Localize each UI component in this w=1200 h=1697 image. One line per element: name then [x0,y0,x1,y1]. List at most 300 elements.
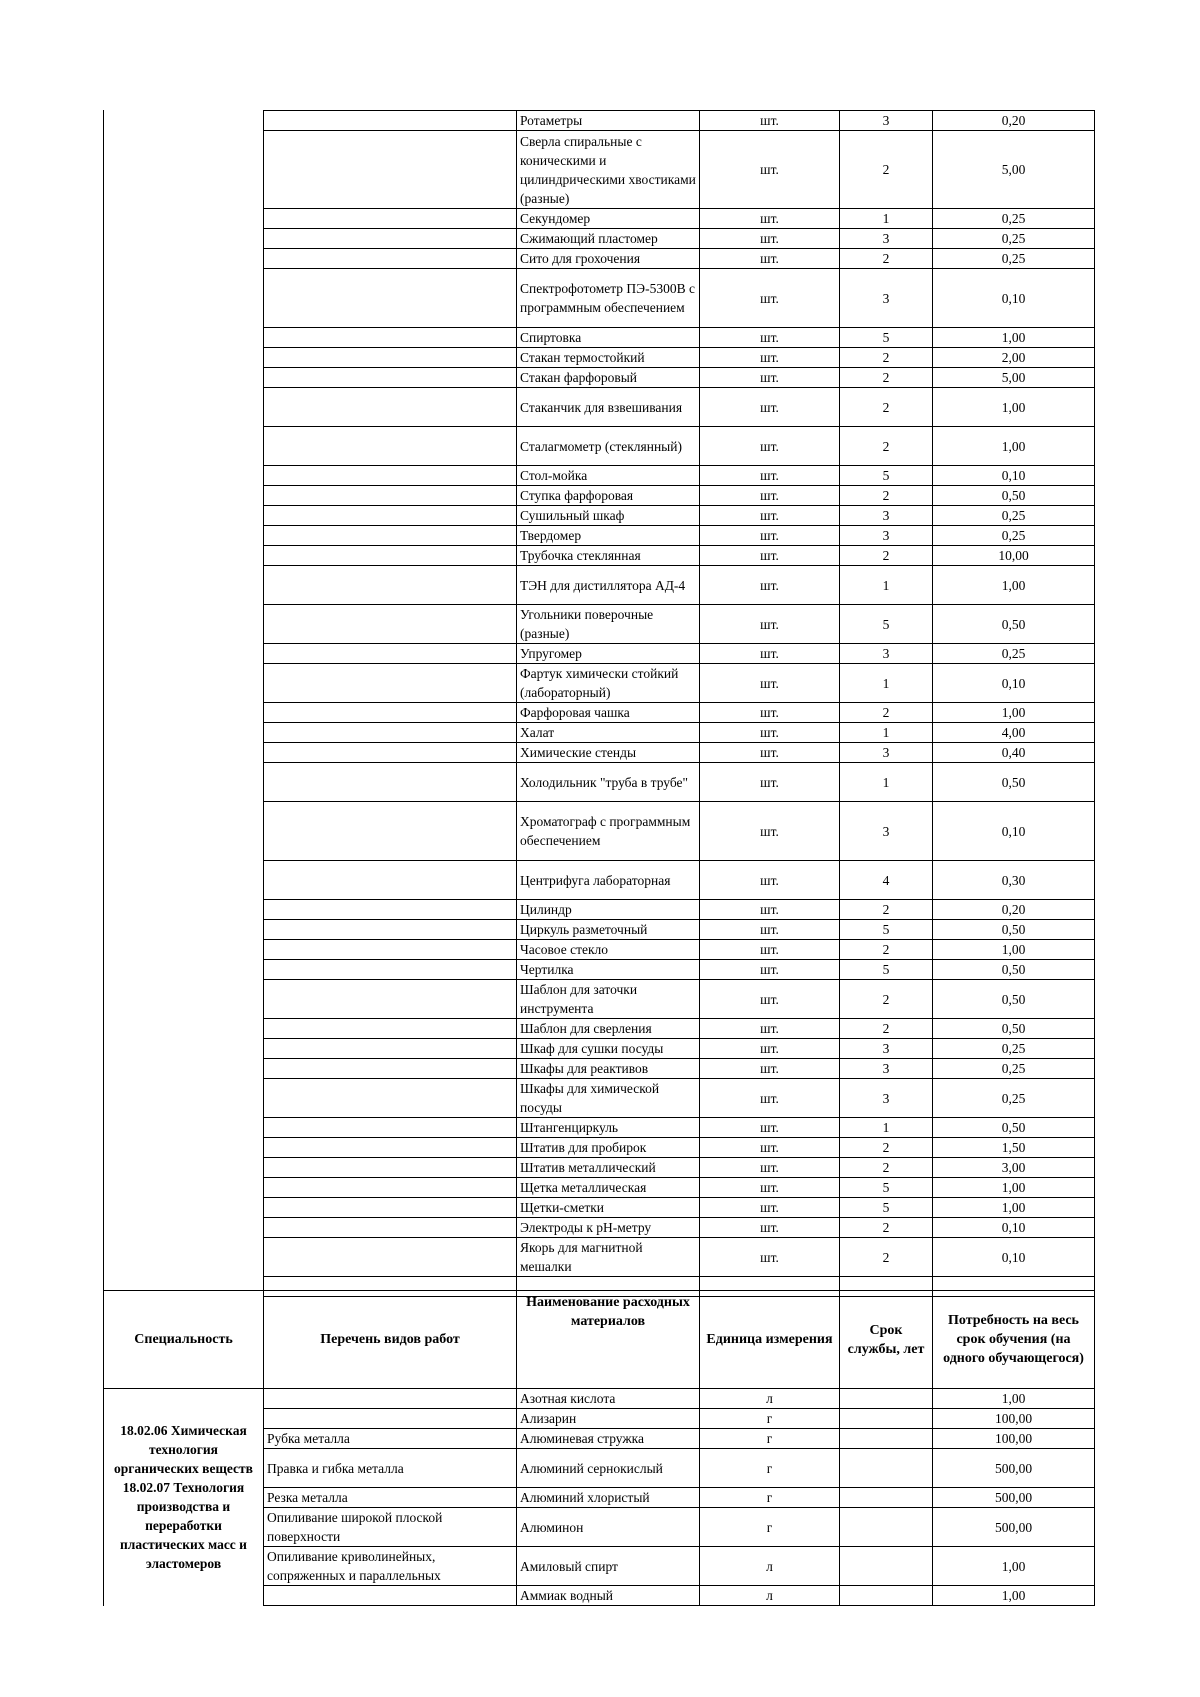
equipment-need: 0,50 [933,605,1095,644]
header-unit: Единица измерения [700,1291,840,1389]
equipment-unit: шт. [700,920,840,940]
equipment-need: 0,25 [933,526,1095,546]
equipment-works-cell [264,506,517,526]
equipment-name: Ступка фарфоровая [517,486,700,506]
equipment-works-cell [264,802,517,861]
consumable-life [840,1508,933,1547]
equipment-works-cell [264,368,517,388]
equipment-row [264,1218,1095,1238]
equipment-works-cell [264,546,517,566]
equipment-unit: шт. [700,1059,840,1079]
equipment-works-cell [264,1079,517,1118]
equipment-row [264,249,1095,269]
equipment-life: 5 [840,466,933,486]
equipment-need: 0,25 [933,506,1095,526]
equipment-row [264,1238,1095,1277]
consumable-name: Алюминевая стружка [517,1429,700,1449]
equipment-unit: шт. [700,1039,840,1059]
equipment-life: 2 [840,1218,933,1238]
equipment-row [264,269,1095,328]
equipment-row [264,1059,1095,1079]
equipment-name: Чертилка [517,960,700,980]
equipment-need: 0,10 [933,466,1095,486]
consumable-name: Алюминий хлористый [517,1488,700,1508]
equipment-name: Штангенциркуль [517,1118,700,1138]
equipment-life: 2 [840,368,933,388]
equipment-table [263,110,1095,1297]
work-type-cell: Опиливание криволинейных, сопряженных и параллельных [264,1547,517,1586]
equipment-unit: шт. [700,861,840,900]
equipment-row [264,1039,1095,1059]
equipment-life: 5 [840,1198,933,1218]
equipment-row [264,1158,1095,1178]
equipment-unit: шт. [700,466,840,486]
consumable-need: 500,00 [933,1488,1095,1508]
equipment-row [264,1118,1095,1138]
work-type-cell: Правка и гибка металла [264,1449,517,1488]
consumable-unit: г [700,1449,840,1488]
equipment-name: Шкаф для сушки посуды [517,1039,700,1059]
equipment-need: 0,10 [933,269,1095,328]
equipment-life: 2 [840,249,933,269]
header-life: Срок службы, лет [840,1291,933,1389]
equipment-need: 1,00 [933,328,1095,348]
equipment-life: 3 [840,1059,933,1079]
consumable-need: 100,00 [933,1409,1095,1429]
equipment-life: 2 [840,1238,933,1277]
equipment-life: 2 [840,131,933,209]
equipment-row [264,427,1095,466]
equipment-need: 0,50 [933,920,1095,940]
equipment-works-cell [264,1039,517,1059]
equipment-need: 5,00 [933,131,1095,209]
equipment-works-cell [264,328,517,348]
equipment-row [264,526,1095,546]
equipment-unit: шт. [700,664,840,703]
equipment-life: 5 [840,1178,933,1198]
equipment-need: 0,10 [933,1218,1095,1238]
equipment-life: 5 [840,920,933,940]
equipment-unit: шт. [700,546,840,566]
consumable-row [104,1389,1095,1409]
equipment-life: 5 [840,605,933,644]
equipment-works-cell [264,486,517,506]
equipment-unit: шт. [700,348,840,368]
consumable-need: 500,00 [933,1449,1095,1488]
equipment-need: 0,10 [933,664,1095,703]
equipment-name: Стакан фарфоровый [517,368,700,388]
equipment-name: Спектрофотометр ПЭ-5300В с программным обеспечением [517,269,700,328]
equipment-works-cell [264,1178,517,1198]
equipment-life: 3 [840,802,933,861]
consumable-unit: г [700,1508,840,1547]
equipment-need: 0,20 [933,111,1095,131]
equipment-name: Сверла спиральные с коническими и цилиндрическими хвостиками (разные) [517,131,700,209]
equipment-works-cell [264,723,517,743]
equipment-works-cell [264,269,517,328]
header-specialty: Специальность [104,1291,264,1389]
equipment-life: 2 [840,348,933,368]
equipment-unit: шт. [700,802,840,861]
consumables-header-row [104,1291,1095,1389]
equipment-need: 1,00 [933,566,1095,605]
equipment-works-cell [264,1198,517,1218]
equipment-row [264,723,1095,743]
equipment-need: 0,50 [933,960,1095,980]
equipment-need: 0,20 [933,900,1095,920]
work-type-cell: Опиливание широкой плоской поверхности [264,1508,517,1547]
equipment-name: Сито для грохочения [517,249,700,269]
equipment-works-cell [264,209,517,229]
equipment-row [264,229,1095,249]
equipment-unit: шт. [700,605,840,644]
equipment-life: 2 [840,1138,933,1158]
equipment-life: 1 [840,723,933,743]
equipment-life: 3 [840,1079,933,1118]
equipment-unit: шт. [700,1118,840,1138]
equipment-unit: шт. [700,1079,840,1118]
work-type-cell [264,1586,517,1606]
equipment-life: 1 [840,209,933,229]
equipment-unit: шт. [700,960,840,980]
work-type-cell [264,1389,517,1409]
equipment-life: 2 [840,703,933,723]
equipment-works-cell [264,1059,517,1079]
equipment-unit: шт. [700,427,840,466]
consumable-name: Ализарин [517,1409,700,1429]
equipment-name: Циркуль разметочный [517,920,700,940]
equipment-unit: шт. [700,763,840,802]
equipment-works-cell [264,111,517,131]
equipment-unit: шт. [700,388,840,427]
equipment-name: Холодильник "труба в трубе" [517,763,700,802]
equipment-works-cell [264,743,517,763]
equipment-unit: шт. [700,566,840,605]
equipment-works-cell [264,1218,517,1238]
equipment-name: Фартук химически стойкий (лабораторный) [517,664,700,703]
equipment-name: Штатив металлический [517,1158,700,1178]
equipment-need: 0,25 [933,249,1095,269]
equipment-name: Секундомер [517,209,700,229]
equipment-name: Шаблон для заточки инструмента [517,980,700,1019]
equipment-unit: шт. [700,1019,840,1039]
equipment-name: Фарфоровая чашка [517,703,700,723]
equipment-row [264,486,1095,506]
equipment-row [264,209,1095,229]
consumable-need: 1,00 [933,1389,1095,1409]
equipment-row [264,466,1095,486]
equipment-name: Халат [517,723,700,743]
equipment-need: 0,25 [933,1079,1095,1118]
equipment-unit: шт. [700,111,840,131]
equipment-row [264,131,1095,209]
equipment-unit: шт. [700,1238,840,1277]
equipment-works-cell [264,427,517,466]
equipment-name: Спиртовка [517,328,700,348]
equipment-row [264,1178,1095,1198]
equipment-unit: шт. [700,209,840,229]
equipment-need: 0,25 [933,209,1095,229]
equipment-unit: шт. [700,1198,840,1218]
header-works: Перечень видов работ [264,1291,517,1389]
equipment-life: 2 [840,1019,933,1039]
consumable-name: Алюминон [517,1508,700,1547]
equipment-life: 3 [840,526,933,546]
equipment-unit: шт. [700,526,840,546]
equipment-name: Сжимающий пластомер [517,229,700,249]
equipment-row [264,111,1095,131]
equipment-name: Шкафы для реактивов [517,1059,700,1079]
equipment-life: 3 [840,111,933,131]
equipment-name: Центрифуга лабораторная [517,861,700,900]
equipment-life: 3 [840,506,933,526]
equipment-works-cell [264,466,517,486]
equipment-life: 2 [840,546,933,566]
equipment-name: Цилиндр [517,900,700,920]
equipment-works-cell [264,1019,517,1039]
left-table-border [103,110,104,1290]
equipment-row [264,763,1095,802]
equipment-name: Электроды к рН-метру [517,1218,700,1238]
consumables-table [103,1290,1095,1606]
equipment-name: Щетка металлическая [517,1178,700,1198]
consumable-unit: л [700,1586,840,1606]
equipment-works-cell [264,1158,517,1178]
equipment-life: 1 [840,1118,933,1138]
equipment-row [264,703,1095,723]
equipment-need: 1,00 [933,427,1095,466]
equipment-need: 0,50 [933,486,1095,506]
equipment-name: Хроматограф с программным обеспечением [517,802,700,861]
equipment-works-cell [264,566,517,605]
equipment-unit: шт. [700,1138,840,1158]
equipment-unit: шт. [700,368,840,388]
equipment-unit: шт. [700,743,840,763]
equipment-life: 3 [840,1039,933,1059]
equipment-name: Сушильный шкаф [517,506,700,526]
equipment-life: 5 [840,328,933,348]
equipment-row [264,900,1095,920]
equipment-row [264,802,1095,861]
equipment-works-cell [264,920,517,940]
equipment-unit: шт. [700,980,840,1019]
equipment-need: 0,25 [933,644,1095,664]
equipment-life: 5 [840,960,933,980]
equipment-name: Угольники поверочные (разные) [517,605,700,644]
equipment-row [264,1019,1095,1039]
equipment-life: 2 [840,427,933,466]
equipment-unit: шт. [700,1178,840,1198]
consumable-life [840,1586,933,1606]
equipment-need: 0,25 [933,1059,1095,1079]
equipment-works-cell [264,900,517,920]
consumable-life [840,1429,933,1449]
equipment-works-cell [264,980,517,1019]
equipment-need: 0,40 [933,743,1095,763]
equipment-row [264,861,1095,900]
consumable-unit: г [700,1429,840,1449]
equipment-works-cell [264,940,517,960]
equipment-works-cell [264,703,517,723]
equipment-works-cell [264,131,517,209]
equipment-row [264,1079,1095,1118]
equipment-row [264,566,1095,605]
equipment-life: 2 [840,940,933,960]
equipment-need: 0,50 [933,1019,1095,1039]
equipment-need: 3,00 [933,1158,1095,1178]
equipment-row [264,940,1095,960]
equipment-row [264,664,1095,703]
equipment-need: 0,50 [933,980,1095,1019]
equipment-name: Стакан термостойкий [517,348,700,368]
equipment-works-cell [264,526,517,546]
equipment-need: 0,50 [933,763,1095,802]
equipment-name: Сталагмометр (стеклянный) [517,427,700,466]
equipment-unit: шт. [700,229,840,249]
equipment-name: Штатив для пробирок [517,1138,700,1158]
consumable-unit: л [700,1389,840,1409]
equipment-unit: шт. [700,644,840,664]
equipment-life: 3 [840,743,933,763]
consumable-life [840,1389,933,1409]
equipment-need: 0,25 [933,1039,1095,1059]
equipment-row [264,743,1095,763]
equipment-life: 4 [840,861,933,900]
equipment-name: Упругомер [517,644,700,664]
consumable-unit: л [700,1547,840,1586]
work-type-cell [264,1409,517,1429]
equipment-unit: шт. [700,131,840,209]
equipment-name: Ротаметры [517,111,700,131]
consumable-name: Алюминий сернокислый [517,1449,700,1488]
equipment-name: Шаблон для сверления [517,1019,700,1039]
equipment-works-cell [264,644,517,664]
equipment-row [264,960,1095,980]
equipment-need: 0,50 [933,1118,1095,1138]
equipment-name: Часовое стекло [517,940,700,960]
equipment-row [264,1138,1095,1158]
equipment-name: Якорь для магнитной мешалки [517,1238,700,1277]
equipment-works-cell [264,664,517,703]
equipment-name: Трубочка стеклянная [517,546,700,566]
equipment-name: Шкафы для химической посуды [517,1079,700,1118]
equipment-unit: шт. [700,723,840,743]
work-type-cell: Рубка металла [264,1429,517,1449]
equipment-need: 0,10 [933,1238,1095,1277]
equipment-life: 3 [840,229,933,249]
equipment-works-cell [264,861,517,900]
equipment-works-cell [264,1138,517,1158]
specialty-cell: 18.02.06 Химическая технология органических веществ 18.02.07 Технология производства и переработки пластических масс и эластомеров [104,1389,264,1606]
equipment-need: 0,25 [933,229,1095,249]
equipment-row [264,920,1095,940]
equipment-unit: шт. [700,249,840,269]
equipment-name: ТЭН для дистиллятора АД-4 [517,566,700,605]
consumable-name: Азотная кислота [517,1389,700,1409]
equipment-unit: шт. [700,900,840,920]
equipment-name: Щетки-сметки [517,1198,700,1218]
equipment-life: 3 [840,644,933,664]
consumable-life [840,1488,933,1508]
consumable-unit: г [700,1409,840,1429]
equipment-need: 2,00 [933,348,1095,368]
equipment-need: 1,00 [933,1198,1095,1218]
equipment-row [264,1198,1095,1218]
equipment-life: 2 [840,900,933,920]
consumable-need: 100,00 [933,1429,1095,1449]
equipment-row [264,546,1095,566]
equipment-need: 1,00 [933,388,1095,427]
equipment-works-cell [264,605,517,644]
equipment-unit: шт. [700,506,840,526]
consumable-life [840,1449,933,1488]
equipment-life: 1 [840,763,933,802]
equipment-works-cell [264,229,517,249]
equipment-unit: шт. [700,486,840,506]
equipment-life: 2 [840,486,933,506]
header-materials: Наименование расходных материалов [517,1291,700,1389]
equipment-works-cell [264,249,517,269]
equipment-row [264,388,1095,427]
consumable-need: 500,00 [933,1508,1095,1547]
equipment-name: Стаканчик для взвешивания [517,388,700,427]
consumable-name: Аммиак водный [517,1586,700,1606]
consumable-life [840,1547,933,1586]
equipment-need: 1,00 [933,703,1095,723]
consumable-life [840,1409,933,1429]
equipment-unit: шт. [700,1158,840,1178]
equipment-unit: шт. [700,328,840,348]
equipment-unit: шт. [700,940,840,960]
equipment-unit: шт. [700,269,840,328]
equipment-works-cell [264,388,517,427]
equipment-works-cell [264,1118,517,1138]
equipment-row [264,328,1095,348]
equipment-need: 0,30 [933,861,1095,900]
equipment-works-cell [264,1238,517,1277]
equipment-life: 3 [840,269,933,328]
equipment-works-cell [264,348,517,368]
equipment-need: 10,00 [933,546,1095,566]
equipment-need: 5,00 [933,368,1095,388]
equipment-need: 1,00 [933,1178,1095,1198]
equipment-life: 2 [840,388,933,427]
equipment-row [264,980,1095,1019]
equipment-row [264,506,1095,526]
equipment-need: 1,00 [933,940,1095,960]
equipment-row [264,605,1095,644]
equipment-works-cell [264,763,517,802]
equipment-row [264,644,1095,664]
equipment-works-cell [264,960,517,980]
consumable-unit: г [700,1488,840,1508]
equipment-life: 2 [840,980,933,1019]
equipment-life: 2 [840,1158,933,1178]
equipment-need: 0,10 [933,802,1095,861]
equipment-life: 1 [840,664,933,703]
equipment-name: Твердомер [517,526,700,546]
equipment-row [264,368,1095,388]
equipment-unit: шт. [700,1218,840,1238]
consumable-name: Амиловый спирт [517,1547,700,1586]
equipment-need: 1,50 [933,1138,1095,1158]
equipment-name: Химические стенды [517,743,700,763]
equipment-row [264,348,1095,368]
work-type-cell: Резка металла [264,1488,517,1508]
equipment-unit: шт. [700,703,840,723]
consumable-need: 1,00 [933,1547,1095,1586]
equipment-life: 1 [840,566,933,605]
